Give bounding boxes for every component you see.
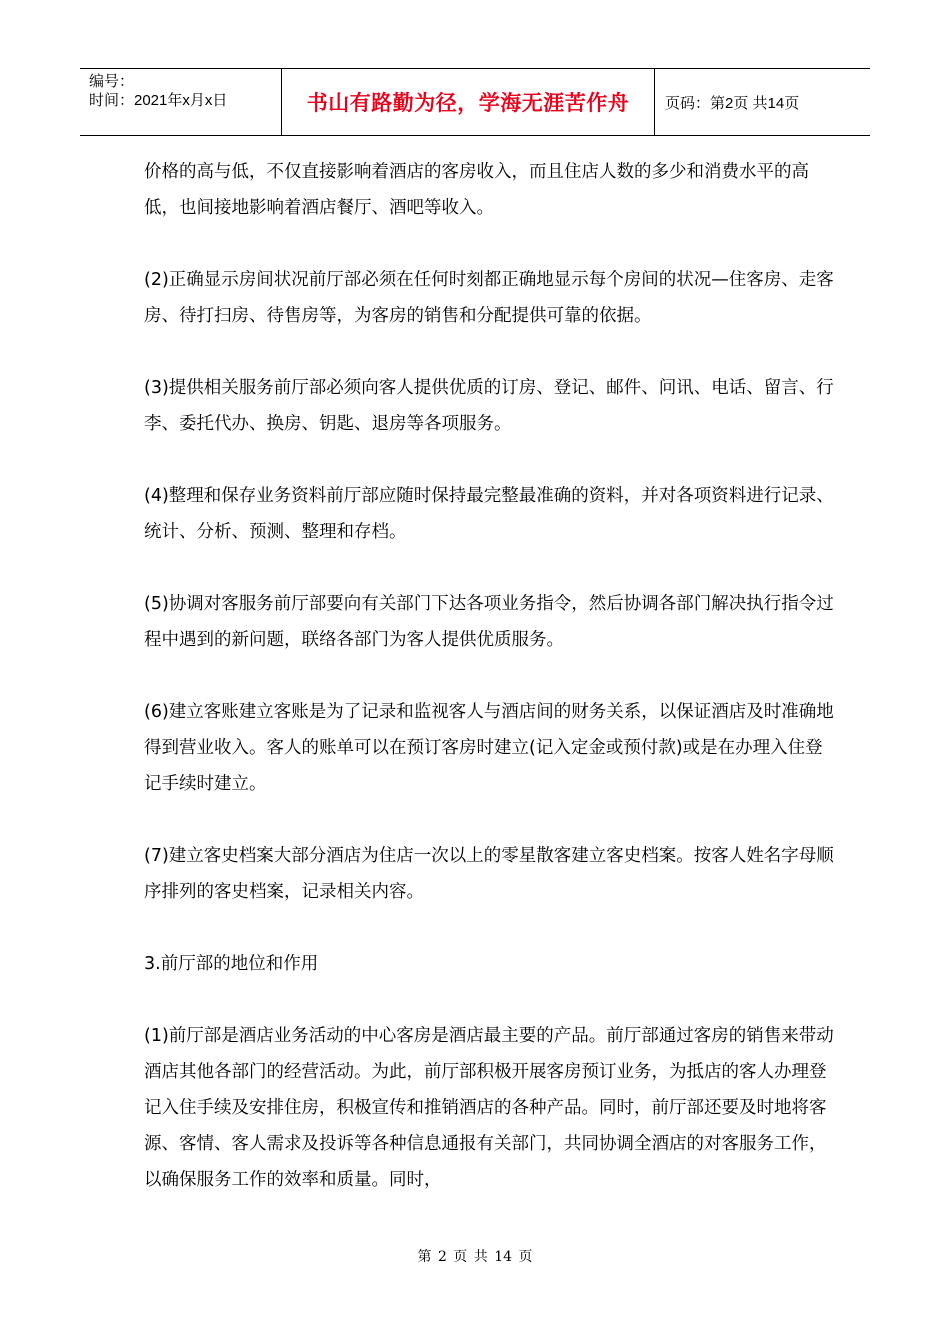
paragraph: (6)建立客账建立客账是为了记录和监视客人与酒店间的财务关系，以保证酒店及时准确地得到营业收入。客人的账单可以在预订客房时建立(记入定金或预付款)或是在办理入住登记手续时建立。 bbox=[144, 702, 834, 794]
paragraph: (3)提供相关服务前厅部必须向客人提供优质的订房、登记、邮件、问讯、电话、留言、行李、委托代办、换房、钥匙、退房等各项服务。 bbox=[144, 378, 834, 434]
paragraph: (7)建立客史档案大部分酒店为住店一次以上的零星散客建立客史档案。按客人姓名字母顺序排列的客史档案，记录相关内容。 bbox=[144, 846, 834, 902]
section-heading: 3.前厅部的地位和作用 bbox=[144, 954, 319, 974]
header-page-info bbox=[655, 69, 870, 135]
time-label: 时间：2021年x月x日 bbox=[89, 92, 228, 109]
paragraph: (1)前厅部是酒店业务活动的中心客房是酒店最主要的产品。前厅部通过客房的销售来带动酒店其他各部门的经营活动。为此，前厅部积极开展客房预订业务，为抵店的客人办理登记入住手续及安排住房，积极宣传和推销酒店的各种产品。同时，前厅部还要及时地将客源、客情、客人需求及投诉等各种信息通报有关部门，共同协调全酒店的对客服务工作，以确保服务工作的效率和质量。同时， bbox=[144, 1026, 834, 1190]
header-meta bbox=[80, 69, 282, 135]
paragraph: (5)协调对客服务前厅部要向有关部门下达各项业务指令，然后协调各部门解决执行指令过程中遇到的新问题，联络各部门为客人提供优质服务。 bbox=[144, 594, 834, 650]
motto-text: 书山有路勤为径，学海无涯苦作舟 bbox=[306, 91, 630, 115]
footer-page-number: 第 2 页 共 14 页 bbox=[417, 1249, 533, 1265]
paragraph: 价格的高与低，不仅直接影响着酒店的客房收入，而且住店人数的多少和消费水平的高低，也间接地影响着酒店餐厅、酒吧等收入。 bbox=[144, 162, 809, 218]
page-header bbox=[80, 68, 870, 136]
page-info-text: 页码：第2页 共14页 bbox=[665, 94, 800, 112]
document-body bbox=[144, 154, 834, 1234]
header-motto-cell bbox=[282, 69, 655, 135]
number-label: 编号： bbox=[89, 73, 135, 90]
paragraph: (4)整理和保存业务资料前厅部应随时保持最完整最准确的资料，并对各项资料进行记录、统计、分析、预测、整理和存档。 bbox=[144, 486, 834, 542]
paragraph: (2)正确显示房间状况前厅部必须在任何时刻都正确地显示每个房间的状况—住客房、走客房、待打扫房、待售房等，为客房的销售和分配提供可靠的依据。 bbox=[144, 270, 834, 326]
page-footer bbox=[0, 1246, 950, 1266]
